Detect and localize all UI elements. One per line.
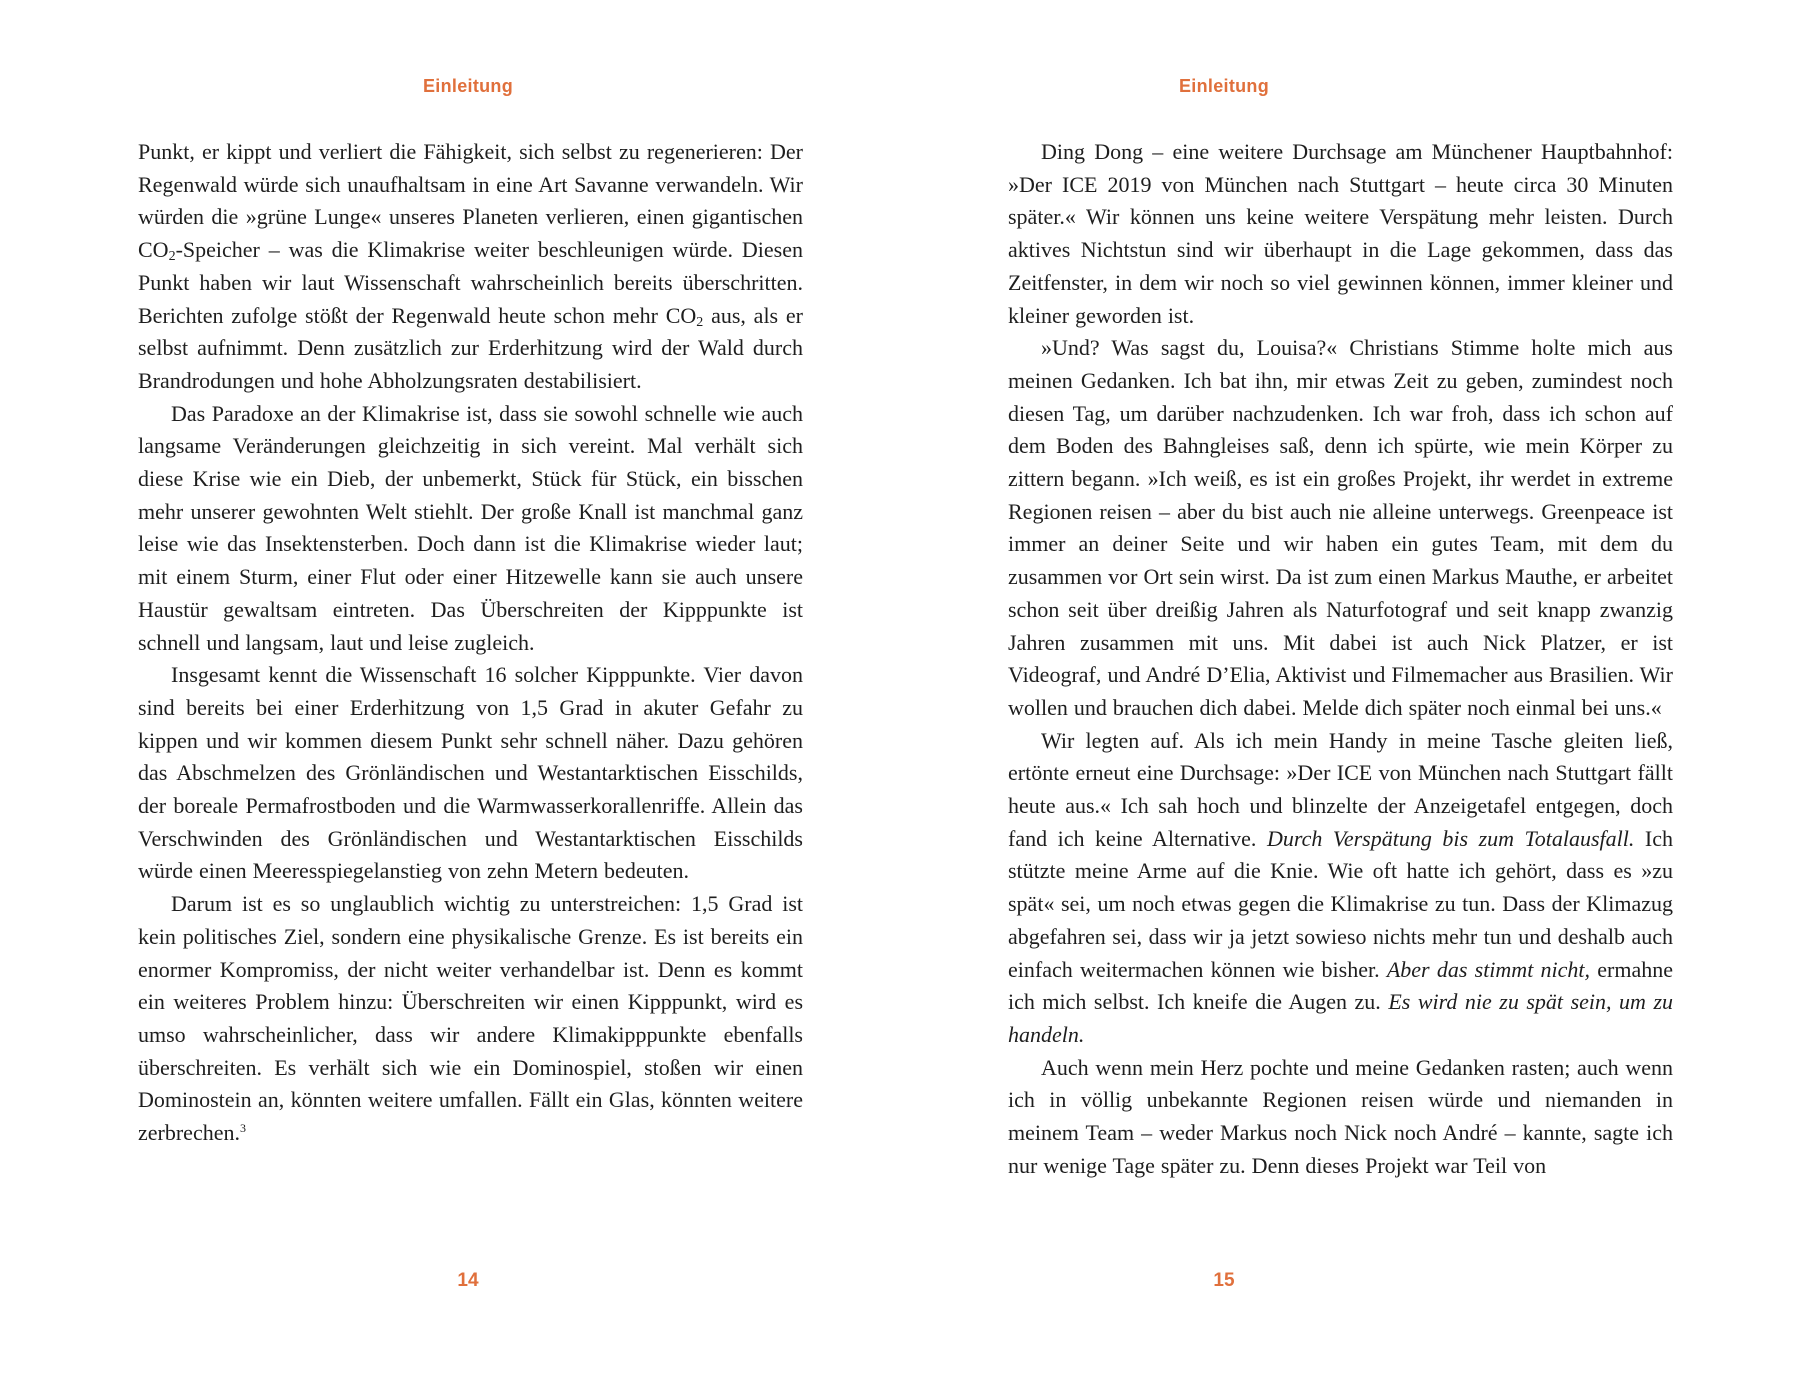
paragraph bbox=[138, 888, 803, 1150]
running-head: Einleitung bbox=[1179, 76, 1269, 96]
italic-text: Durch Verspätung bis zum Totalausfall. bbox=[1266, 825, 1635, 851]
text-run: Insgesamt kennt die Wissenschaft 16 solcher Kipppunkte. Vier davon sind bereits bei einer Erderhitzung von 1,5 Grad in akuter Gefahr zu kippen und wir kommen diesem Punkt sehr schnell näher. Dazu gehören das Abschmelzen des Grönländischen und Westantarktischen Eisschilds, der boreale Permafrostboden und die Warmwasserkorallenriffe. Allein das Verschwinden des Grönländischen und Westantarktischen Eisschilds würde einen Meeresspiegelanstieg von zehn Metern bedeuten. bbox=[138, 662, 803, 884]
paragraph bbox=[1008, 136, 1673, 332]
paragraph bbox=[138, 136, 803, 398]
footnote-marker: 3 bbox=[239, 1121, 246, 1136]
text-run: Wir legten auf. Als ich mein Handy in meine Tasche gleiten ließ, ertönte erneut eine Durchsage: »Der ICE von München nach Stuttgart fällt heute aus.« Ich sah hoch und blinzelte der Anzeigetafel entgegen, doch fand ich keine Alternative. bbox=[1008, 727, 1673, 851]
paragraph bbox=[138, 398, 803, 660]
body-text bbox=[1008, 136, 1673, 1183]
page-number: 15 bbox=[1213, 1270, 1235, 1291]
text-run: Das Paradoxe an der Klimakrise ist, dass sie sowohl schnelle wie auch langsame Veränderungen gleichzeitig in sich vereint. Mal verhält sich diese Krise wie ein Dieb, der unbemerkt, Stück für Stück, ein bisschen mehr unserer gewohnten Welt stiehlt. Der große Knall ist manchmal ganz leise wie das Insektensterben. Doch dann ist die Klimakrise wieder laut; mit einem Sturm, einer Flut oder einer Hitzewelle kann sie auch unsere Haustür gewaltsam eintreten. Das Überschreiten der Kipppunkte ist schnell und langsam, laut und leise zugleich. bbox=[138, 400, 803, 655]
text-run: Ich stützte meine Arme auf die Knie. Wie oft hatte ich gehört, dass es »zu spät« sei, um noch etwas gegen die Klimakrise zu tun. Dass der Klimazug abgefahren sei, dass wir ja jetzt sowieso nichts mehr tun und deshalb auch einfach weitermachen können wie bisher. bbox=[1008, 825, 1674, 982]
text-run: aus, als er selbst aufnimmt. Denn zusätzlich zur Erderhitzung wird der Wald durch Brandrodungen und hohe Abholzungsraten destabilisiert. bbox=[138, 302, 803, 393]
subscript: 2 bbox=[696, 314, 704, 330]
page-number: 14 bbox=[457, 1270, 479, 1291]
text-run: Ding Dong – eine weitere Durchsage am Münchener Hauptbahnhof: »Der ICE 2019 von München nach Stuttgart – heute circa 30 Minuten später.« Wir können uns keine weitere Verspätung mehr leisten. Durch aktives Nichtstun sind wir überhaupt in die Lage gekommen, dass das Zeitfenster, in dem wir noch so viel gewinnen können, immer kleiner und kleiner geworden ist. bbox=[1008, 139, 1673, 328]
italic-text: Es wird nie zu spät sein, um zu handeln. bbox=[1008, 989, 1674, 1047]
subscript: 2 bbox=[168, 249, 176, 265]
text-run: ermahne ich mich selbst. Ich kneife die Augen zu. bbox=[1008, 956, 1673, 1015]
text-run: Punkt, er kippt und verliert die Fähigkeit, sich selbst zu regenerieren: Der Regenwald würde sich unaufhaltsam in eine Art Savanne verwandeln. Wir würden die »grüne Lunge« unseres Planeten verlieren, einen gigantischen CO bbox=[138, 139, 803, 263]
text-run: Auch wenn mein Herz pochte und meine Gedanken rasten; auch wenn ich in völlig unbekannte Regionen reisen würde und niemanden in meinem Team – weder Markus noch Nick noch André – kannte, sagte ich nur wenige Tage später zu. Denn dieses Projekt war Teil von bbox=[1008, 1054, 1673, 1178]
running-head: Einleitung bbox=[423, 76, 513, 96]
text-run: Darum ist es so unglaublich wichtig zu unterstreichen: 1,5 Grad ist kein politisches Ziel, sondern eine physikalische Grenze. Es ist bereits ein enormer Kompromiss, der nicht weiter verhandelbar ist. Denn es kommt ein weiteres Problem hinzu: Überschreiten wir einen Kipppunkt, wird es umso wahrscheinlicher, dass wir andere Klimakipppunkte ebenfalls überschreiten. Es verhält sich wie ein Dominospiel, stoßen wir einen Dominostein an, könnten weitere umfallen. Fällt ein Glas, könnten weitere zerbrechen. bbox=[138, 891, 803, 1146]
italic-text: Aber das stimmt nicht, bbox=[1386, 956, 1591, 982]
text-run: -Speicher – was die Klimakrise weiter beschleunigen würde. Diesen Punkt haben wir laut Wissenschaft wahrscheinlich bereits überschritten. Berichten zufolge stößt der Regenwald heute schon mehr CO bbox=[138, 237, 803, 328]
paragraph bbox=[138, 659, 803, 888]
body-text bbox=[138, 136, 803, 1150]
right-page bbox=[900, 0, 1800, 1390]
paragraph bbox=[1008, 725, 1673, 1052]
paragraph bbox=[1008, 1052, 1673, 1183]
text-run: »Und? Was sagst du, Louisa?« Christians Stimme holte mich aus meinen Gedanken. Ich bat ihn, mir etwas Zeit zu geben, zumindest noch diesen Tag, um darüber nachzudenken. Ich war froh, dass ich schon auf dem Boden des Bahngleises saß, denn ich spürte, wie mein Körper zu zittern begann. »Ich weiß, es ist ein großes Projekt, ihr werdet in extreme Regionen reisen – aber du bist auch nie alleine unterwegs. Greenpeace ist immer an deiner Seite und wir haben ein gutes Team, mit dem du zusammen vor Ort sein wirst. Da ist zum einen Markus Mauthe, er arbeitet schon seit über dreißig Jahren als Naturfotograf und seit knapp zwanzig Jahren zusammen mit uns. Mit dabei ist auch Nick Platzer, er ist Videograf, und André D’Elia, Aktivist und Filmemacher aus Brasilien. Wir wollen und brauchen dich dabei. Melde dich später noch einmal bei uns.« bbox=[1008, 335, 1673, 720]
paragraph bbox=[1008, 332, 1673, 724]
